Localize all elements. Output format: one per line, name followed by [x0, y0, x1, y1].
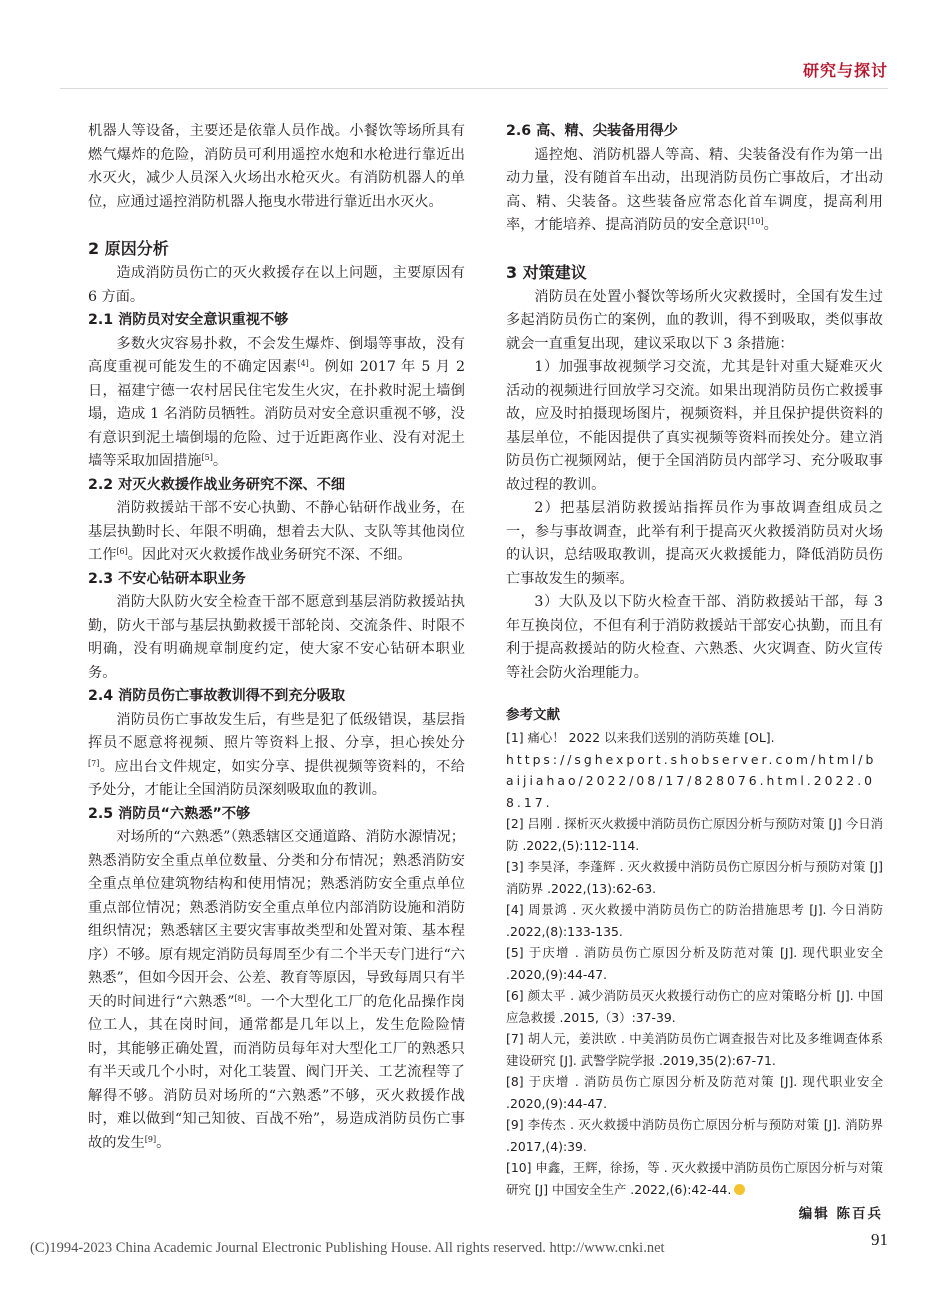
measure-1: 1）加强事故视频学习交流，尤其是针对重大疑难灭火活动的视频进行回放学习交流。如果出现消防员伤亡救援事故，应及时拍摄现场图片，视频资料，并且保护提供资料的基层单位，不能因提供了真实视频等资料而挨处分。建立消防员伤亡视频网站，便于全国消防员内部学习、充分吸取事故过程的教训。 — [506, 359, 883, 493]
reference-item: [5] 于庆增 . 消防员伤亡原因分析及防范对策 [J]. 现代职业安全 .2020,(9):44-47. — [506, 945, 883, 982]
section-2-text: 造成消防员伤亡的灭火救援存在以上问题，主要原因有 6 方面。 — [88, 265, 465, 305]
left-column — [88, 120, 465, 1155]
end-mark-icon — [734, 1184, 745, 1195]
reference-item: [8] 于庆增 . 消防员伤亡原因分析及防范对策 [J]. 现代职业安全 .2020,(9):44-47. — [506, 1074, 883, 1111]
reference-item: [2] 吕刚 . 探析灭火救援中消防员伤亡原因分析与预防对策 [J] 今日消防 .2022,(5):112-114. — [506, 816, 883, 853]
reference-item: [10] 申鑫，王辉，徐扬，等 . 灭火救援中消防员伤亡原因分析与对策研究 [J] 中国安全生产 .2022,(6):42-44. — [506, 1160, 883, 1197]
section-2-2-title: 2.2 对灭火救援作战业务研究不深、不细 — [88, 476, 346, 493]
reference-item: [4] 周景鸿 . 灭火救援中消防员伤亡的防治措施思考 [J]. 今日消防 .2022,(8):133-135. — [506, 902, 883, 939]
measure-3: 3）大队及以下防火检查干部、消防救援站干部，每 3 年互换岗位，不但有利于消防救援站干部安心执勤，而且有利于提高救援站的防火检查、六熟悉、火灾调查、防火宣传等社会防火治理能力。 — [506, 594, 883, 681]
section-header: 研究与探讨 — [802, 61, 888, 80]
section-2-4-text: 消防员伤亡事故发生后，有些是犯了低级错误，基层指挥员不愿意将视频、照片等资料上报、分享，担心挨处分[7]。应出台文件规定，如实分享、提供视频等资料的，不给予处分，才能让全国消防员深刻吸取血的教训。 — [88, 711, 465, 798]
measure-2: 2）把基层消防救援站指挥员作为事故调查组成员之一，参与事故调查，此举有利于提高灭火救援消防员对火场的认识，总结吸取教训，提高灭火救援能力，降低消防员伤亡事故发生的频率。 — [506, 500, 883, 587]
page-number: 91 — [871, 1230, 888, 1249]
section-2-6-title: 2.6 高、精、尖装备用得少 — [506, 123, 678, 139]
section-2-5-text: 对场所的“六熟悉”（熟悉辖区交通道路、消防水源情况；熟悉消防安全重点单位数量、分类和分布情况；熟悉消防安全重点单位建筑物结构和使用情况；熟悉消防安全重点单位重点部位情况；熟悉消防安全重点单位内部消防设施和消防组织情况；熟悉辖区主要灾害事故类型和处置对策、基本程序）不够。原有规定消防员每周至少有二个半天专门进行“六熟悉”，但如今因开会、公差、教育等原因，导致每周只有半天的时间进行“六熟悉”[8]。一个大型化工厂的危化品操作岗位工人，其在岗时间，通常都是几年以上，发生危险险情时，其能够正确处置，而消防员每年对大型化工厂的熟悉只有半天或几个小时，对化工装置、阀门开关、工艺流程等了解得不够。消防员对场所的“六熟悉”不够，灭火救援作战时，难以做到“知己知彼、百战不殆”，易造成消防员伤亡事故的发生[9]。 — [88, 829, 465, 1151]
reference-item: [1] 痛心！ 2022 以来我们送别的消防英雄 [OL]. https://sghexport.shobserver.com/html/baijiahao/2022/08/17/828076.html.2022.08.17. — [506, 730, 877, 810]
citation: [6] — [116, 547, 128, 557]
section-2-5-title: 2.5 消防员“六熟悉”不够 — [88, 805, 251, 822]
editor-credit: 编辑 陈百兵 — [798, 1206, 883, 1222]
citation: [5] — [201, 453, 213, 463]
reference-item: [9] 李传杰 . 灭火救援中消防员伤亡原因分析与预防对策 [J]. 消防界 .2017,(4):39. — [506, 1117, 883, 1154]
references-title: 参考文献 — [506, 707, 560, 723]
section-2-3-text: 消防大队防火安全检查干部不愿意到基层消防救援站执勤，防火干部与基层执勤救援干部轮岗、交流条件、时限不明确，没有明确规章制度约定，使大家不安心钻研本职业务。 — [88, 594, 465, 681]
citation: [7] — [88, 758, 100, 768]
citation: [9] — [144, 1134, 157, 1144]
citation: [8] — [234, 993, 246, 1003]
reference-item: [7] 胡人元，姜洪欧 . 中美消防员伤亡调查报告对比及多维调查体系建设研究 [J]. 武警学院学报 .2019,35(2):67-71. — [506, 1031, 883, 1068]
citation: [10] — [747, 217, 764, 227]
section-2-1-title: 2.1 消防员对安全意识重视不够 — [88, 312, 289, 328]
section-2-4-title: 2.4 消防员伤亡事故教训得不到充分吸取 — [88, 688, 346, 704]
section-2-3-title: 2.3 不安心钻研本职业务 — [88, 570, 246, 587]
section-2-6-text: 遥控炮、消防机器人等高、精、尖装备没有作为第一出动力量，没有随首车出动，出现消防员伤亡事故后，才出动高、精、尖装备。这些装备应常态化首车调度，提高利用率，才能培养、提高消防员的安全意识[10]。 — [506, 146, 883, 233]
section-3-intro: 消防员在处置小餐饮等场所火灾救援时，全国有发生过多起消防员伤亡的案例，血的教训，得不到吸取，类似事故就会一直重复出现，建议采取以下 3 条措施： — [506, 288, 883, 352]
intro-paragraph: 机器人等设备，主要还是依靠人员作战。小餐饮等场所具有燃气爆炸的危险，消防员可利用遥控水炮和水枪进行靠近出水灭火，减少人员深入火场出水枪灭火。有消防机器人的单位，应通过遥控消防机器人拖曳水带进行靠近出水灭火。 — [88, 123, 465, 210]
citation: [4] — [297, 359, 309, 369]
section-2-2-text: 消防救援站干部不安心执勤、不静心钻研作战业务，在基层执勤时长、年限不明确，想着去大队、支队等其他岗位工作[6]。因此对灭火救援作战业务研究不深、不细。 — [88, 500, 465, 563]
right-column — [506, 120, 883, 1222]
section-3-title: 3 对策建议 — [506, 262, 587, 282]
reference-item: [6] 颜太平 . 减少消防员灭火救援行动伤亡的应对策略分析 [J]. 中国应急救援 .2015,（3）:37-39. — [506, 988, 883, 1025]
section-2-title: 2 原因分析 — [88, 239, 169, 258]
reference-item: [3] 李昊泽，李蓬辉 . 灭火救援中消防员伤亡原因分析与预防对策 [J] 消防界 .2022,(13):62-63. — [506, 859, 883, 896]
header-divider — [60, 88, 888, 89]
section-2-1-text: 多数火灾容易扑救，不会发生爆炸、倒塌等事故，没有高度重视可能发生的不确定因素[4]。例如 2017 年 5 月 2 日，福建宁德一农村居民住宅发生火灾，在扑救时泥土墙倒塌，造成 1 名消防员牺牲。消防员对安全意识重视不够，没有意识到泥土墙倒塌的危险、过于近距离作业、没有对泥土墙等采取加固措施[5]。 — [88, 335, 465, 469]
copyright-footer: (C)1994-2023 China Academic Journal Electronic Publishing House. All rights reserved. http://www.cnki.net — [30, 1240, 665, 1256]
